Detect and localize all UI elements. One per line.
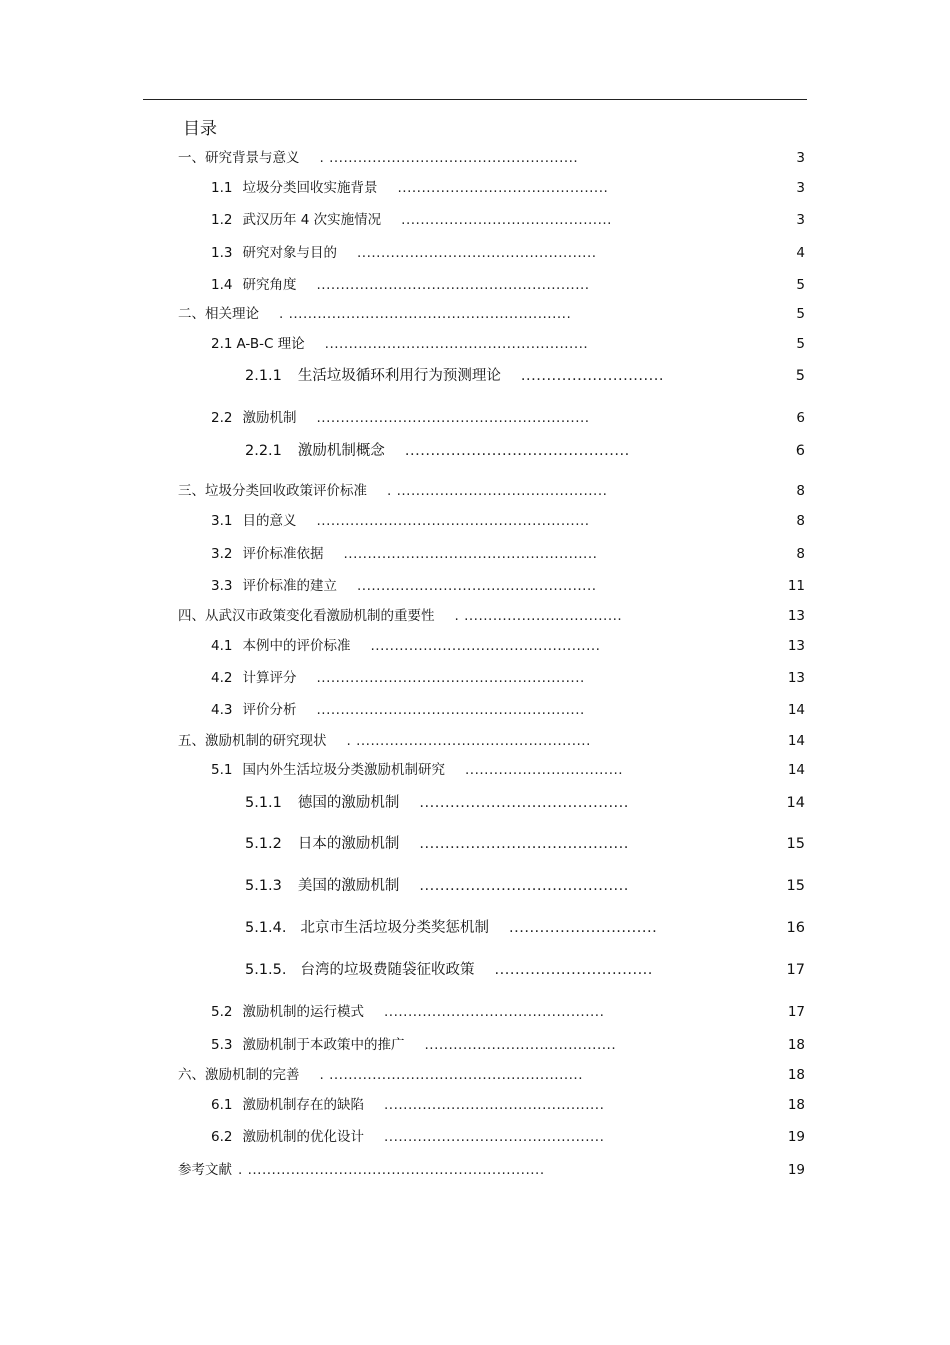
toc-entry-number: 二、 [178,306,205,322]
toc-leader-dots: . .................................................... [319,150,579,166]
toc-entry-number: 3.1 [211,513,233,529]
toc-entry-number: 1.3 [211,245,233,261]
toc-entry-3-1[interactable] [211,511,590,531]
toc-entry-page: 19 [787,1162,805,1178]
toc-entry-number: 5.1 [211,762,233,778]
toc-entry-page: 16 [786,920,805,936]
toc-entry-text: 德国的激励机制 [297,795,400,811]
toc-title: 目录 [183,119,217,139]
toc-entry-1-4[interactable] [211,275,590,295]
toc-entry-page: 13 [787,670,805,686]
toc-entry-page: 15 [786,836,805,852]
toc-entry-number: 5.1.3 [245,878,282,894]
toc-entry-page: 11 [787,578,805,594]
toc-leader-dots: ......................................................... [316,513,590,529]
toc-entry-text: 垃圾分类回收实施背景 [242,180,378,196]
toc-entry-1-3[interactable] [211,243,597,263]
toc-entry-4-1[interactable] [211,636,600,656]
toc-leader-dots: ........................................................ [316,702,585,718]
toc-entry-number: 1.1 [211,180,233,196]
toc-leader-dots: ................................. [464,762,624,778]
header-rule [143,99,807,100]
toc-entry-number: 6.2 [211,1129,233,1145]
toc-entry-page: 3 [796,150,805,166]
toc-entry-4-3[interactable] [211,700,585,720]
toc-entry-text: 计算评分 [242,670,297,686]
toc-entry-page: 13 [787,608,805,624]
toc-entry-5-1-2[interactable] [245,834,629,854]
toc-leader-dots: . ................................................. [346,733,591,749]
toc-leader-dots: ......................................... [419,836,629,852]
toc-leader-dots: ............................................ [397,180,609,196]
toc-entry-text: 激励机制的运行模式 [242,1004,364,1020]
toc-entry-number: 4.3 [211,702,233,718]
toc-entry-text: 日本的激励机制 [297,836,400,852]
toc-leader-dots: ......................................... [419,878,629,894]
toc-leader-dots: ..................................................... [343,546,598,562]
toc-entry-page: 3 [796,180,805,196]
toc-entry-text: 激励机制的优化设计 [242,1129,364,1145]
toc-leader-dots: ........................................................ [316,670,585,686]
toc-entry-text: 台湾的垃圾费随袋征收政策 [300,962,475,978]
toc-entry-text: 研究背景与意义 [205,150,300,166]
toc-leader-dots: . ........................................................... [279,306,572,322]
toc-entry-text: 参考文献 [178,1162,232,1178]
toc-entry-6-1[interactable] [211,1095,604,1115]
toc-leader-dots: ....................................................... [324,336,589,352]
toc-entry-page: 3 [796,212,805,228]
toc-entry-number: 三、 [178,483,205,499]
toc-entry-4[interactable] [178,606,622,626]
toc-entry-5-1-3[interactable] [245,876,629,896]
toc-entry-page: 5 [796,277,805,293]
toc-entry-page: 4 [796,245,805,261]
toc-entry-page: 14 [787,762,805,778]
toc-entry-text: 激励机制的完善 [205,1067,300,1083]
toc-entry-number: 六、 [178,1067,205,1083]
toc-leader-dots: ......................................................... [316,410,590,426]
toc-entry-page: 6 [796,410,805,426]
toc-entry-4-2[interactable] [211,668,585,688]
toc-leader-dots: ......................................... [419,795,629,811]
toc-entry-number: 四、 [178,608,205,624]
toc-entry-5-1[interactable] [211,760,623,780]
toc-entry-text: 评价分析 [242,702,297,718]
toc-leader-dots: ............................................ [401,212,612,228]
toc-entry-page: 14 [787,733,805,749]
toc-leader-dots: .............................................. [383,1097,605,1113]
toc-entry-number: 2.2.1 [245,443,282,459]
toc-entry-number: 1.2 [211,212,233,228]
toc-leader-dots: . ..................................................... [319,1067,584,1083]
toc-entry-5-1-1[interactable] [245,793,629,813]
toc-entry-number: 5.1.4. [245,920,287,936]
toc-entry-page: 14 [787,702,805,718]
toc-entry-page: 18 [787,1037,805,1053]
toc-entry-page: 18 [787,1067,805,1083]
toc-entry-page: 8 [796,513,805,529]
toc-entry-number: 4.2 [211,670,233,686]
toc-entry-text: 激励机制概念 [297,443,385,459]
toc-entry-number: 2.1.1 [245,368,282,384]
toc-entry-number: 2.2 [211,410,233,426]
toc-leader-dots: . ................................. [454,608,623,624]
toc-entry-page: 17 [786,962,805,978]
toc-entry-text: 激励机制 [242,410,297,426]
toc-entry-number: 1.4 [211,277,233,293]
toc-entry-text: 激励机制存在的缺陷 [242,1097,364,1113]
toc-entry-5-2[interactable] [211,1002,604,1022]
toc-entry-number: 5.1.2 [245,836,282,852]
toc-entry-number: 3.3 [211,578,233,594]
toc-entry-text: 武汉历年 4 次实施情况 [242,212,382,228]
toc-entry-references[interactable] [178,1160,545,1180]
toc-entry-6-2[interactable] [211,1127,604,1147]
toc-entry-number: 五、 [178,733,205,749]
toc-entry-page: 5 [795,368,805,384]
toc-entry-text: 评价标准的建立 [242,578,337,594]
toc-entry-page: 8 [796,546,805,562]
toc-leader-dots: ......................................................... [316,277,590,293]
toc-entry-page: 6 [795,443,805,459]
toc-entry-number: 2.1 [211,336,233,352]
toc-entry-text: A-B-C 理论 [236,336,305,352]
toc-entry-number: 4.1 [211,638,233,654]
toc-leader-dots: .............................................. [383,1004,605,1020]
toc-entry-5-1-5[interactable] [245,960,653,980]
toc-entry-text: 研究角度 [242,277,297,293]
toc-entry-text: 目的意义 [242,513,297,529]
toc-leader-dots: ........................................ [424,1037,617,1053]
toc-entry-5[interactable] [178,731,591,751]
toc-entry-2[interactable] [178,304,571,324]
toc-entry-5-1-4[interactable] [245,918,657,938]
toc-entry-2-1-1[interactable] [245,366,664,386]
toc-entry-5-3[interactable] [211,1035,616,1055]
toc-entry-page: 14 [786,795,805,811]
toc-entry-text: 国内外生活垃圾分类激励机制研究 [242,762,445,778]
toc-entry-page: 17 [787,1004,805,1020]
toc-entry-page: 18 [787,1097,805,1113]
toc-entry-text: 激励机制于本政策中的推广 [242,1037,405,1053]
toc-entry-text: 垃圾分类回收政策评价标准 [205,483,367,499]
toc-leader-dots: ............................... [494,962,653,978]
toc-entry-number: 6.1 [211,1097,233,1113]
toc-entry-number: 5.2 [211,1004,233,1020]
toc-entry-1-2[interactable] [211,210,612,230]
toc-entry-text: 相关理论 [205,306,259,322]
toc-entry-3-3[interactable] [211,576,597,596]
toc-entry-number: 5.1.5. [245,962,287,978]
toc-entry-page: 15 [786,878,805,894]
toc-entry-3-2[interactable] [211,544,597,564]
toc-entry-page: 8 [796,483,805,499]
toc-leader-dots: . .............................................................. [238,1162,545,1178]
toc-entry-number: 5.3 [211,1037,233,1053]
toc-entry-page: 5 [796,336,805,352]
toc-entry-number: 5.1.1 [245,795,282,811]
toc-entry-text: 生活垃圾循环利用行为预测理论 [297,368,501,384]
toc-entry-text: 激励机制的研究现状 [205,733,327,749]
toc-entry-2-2-1[interactable] [245,441,630,461]
toc-entry-number: 一、 [178,150,205,166]
toc-leader-dots: ................................................ [370,638,601,654]
toc-entry-3[interactable] [178,481,607,501]
toc-entry-page: 13 [787,638,805,654]
toc-leader-dots: .............................................. [383,1129,605,1145]
toc-entry-text: 本例中的评价标准 [242,638,351,654]
toc-entry-2-2[interactable] [211,408,590,428]
toc-entry-1[interactable] [178,148,578,168]
toc-leader-dots: ............................. [509,920,658,936]
toc-entry-text: 北京市生活垃圾分类奖惩机制 [300,920,490,936]
toc-leader-dots: .................................................. [356,245,597,261]
toc-entry-text: 评价标准依据 [242,546,324,562]
toc-entry-6[interactable] [178,1065,583,1085]
toc-entry-text: 美国的激励机制 [297,878,400,894]
toc-leader-dots: . ............................................ [387,483,608,499]
toc-entry-page: 19 [787,1129,805,1145]
toc-leader-dots: ............................ [520,368,664,384]
toc-entry-2-1[interactable] [211,334,588,354]
toc-leader-dots: .................................................. [356,578,597,594]
toc-leader-dots: ............................................ [404,443,630,459]
toc-entry-text: 从武汉市政策变化看激励机制的重要性 [205,608,435,624]
toc-entry-1-1[interactable] [211,178,608,198]
toc-entry-page: 5 [796,306,805,322]
toc-entry-number: 3.2 [211,546,233,562]
toc-entry-text: 研究对象与目的 [242,245,337,261]
